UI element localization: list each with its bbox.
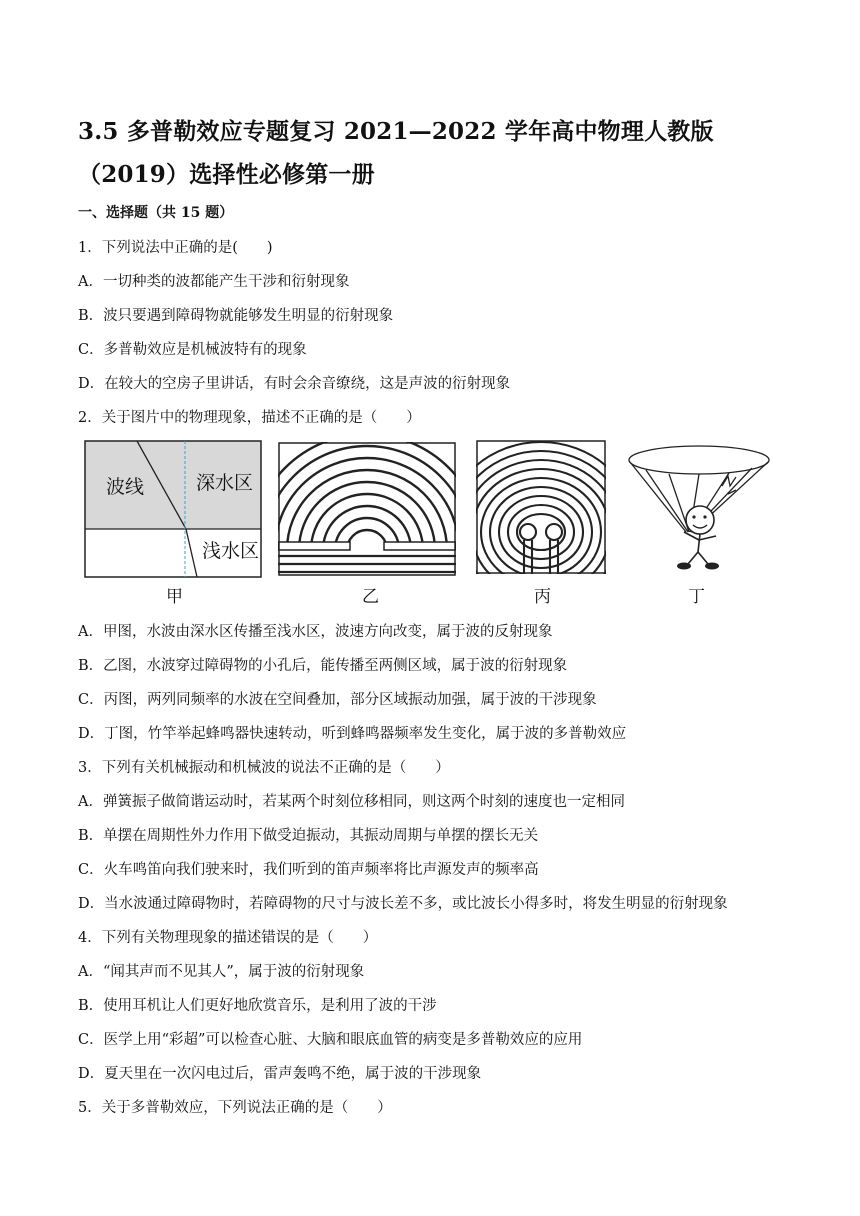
caption-bing: 丙 xyxy=(534,587,551,607)
question-3-option-b: B．单摆在周期性外力作用下做受迫振动，其振动周期与单摆的摆长无关 xyxy=(78,828,539,844)
document-title: 3.5 多普勒效应专题复习 2021—2022 学年高中物理人教版（2019）选择性必修第一册 xyxy=(78,118,714,188)
question-2-option-d: D．丁图，竹竿举起蜂鸣器快速转动，听到蜂鸣器频率发生变化，属于波的多普勒效应 xyxy=(78,726,627,742)
deep-water-label: 深水区 xyxy=(196,472,254,494)
panel-ding-doppler xyxy=(624,436,774,576)
question-4-option-b: B．使用耳机让人们更好地欣赏音乐，是利用了波的干涉 xyxy=(78,998,437,1014)
question-3-stem: 3．下列有关机械振动和机械波的说法不正确的是（ ） xyxy=(78,760,450,776)
section-heading: 一、选择题（共 15 题） xyxy=(78,205,234,221)
question-2-stem: 2．关于图片中的物理现象，描述不正确的是（ ） xyxy=(78,410,421,426)
question-4-option-d: D．夏天里在一次闪电过后，雷声轰鸣不绝，属于波的干涉现象 xyxy=(78,1066,482,1082)
question-5-stem: 5．关于多普勒效应，下列说法正确的是（ ） xyxy=(78,1100,392,1116)
question-1-stem: 1．下列说法中正确的是( ) xyxy=(78,240,273,256)
panel-bing-interference xyxy=(476,440,606,574)
caption-jia: 甲 xyxy=(166,587,183,607)
question-4-option-a: A．“闻其声而不见其人”，属于波的衍射现象 xyxy=(78,964,365,980)
question-2-option-b: B．乙图，水波穿过障碍物的小孔后，能传播至两侧区域，属于波的衍射现象 xyxy=(78,658,568,674)
question-2-figure xyxy=(78,432,778,608)
question-1-option-c: C．多普勒效应是机械波特有的现象 xyxy=(78,342,307,358)
shallow-water-label: 浅水区 xyxy=(202,540,260,562)
question-1-option-b: B．波只要遇到障碍物就能够发生明显的衍射现象 xyxy=(78,308,394,324)
question-4-option-c: C．医学上用“彩超”可以检查心脏、大脑和眼底血管的病变是多普勒效应的应用 xyxy=(78,1032,583,1048)
question-2-option-a: A．甲图，水波由深水区传播至浅水区，波速方向改变，属于波的反射现象 xyxy=(78,624,553,640)
question-2-option-c: C．丙图，两列同频率的水波在空间叠加，部分区域振动加强，属于波的干涉现象 xyxy=(78,692,597,708)
question-3-option-d: D．当水波通过障碍物时，若障碍物的尺寸与波长差不多，或比波长小得多时，将发生明显的衍射现象 xyxy=(78,896,728,912)
panel-yi-diffraction xyxy=(278,442,456,576)
wave-line-label: 波线 xyxy=(106,476,145,498)
question-4-stem: 4．下列有关物理现象的描述错误的是（ ） xyxy=(78,930,378,946)
question-1-option-a: A．一切种类的波都能产生干涉和衍射现象 xyxy=(78,274,350,290)
caption-ding: 丁 xyxy=(688,587,705,607)
question-1-option-d: D．在较大的空房子里讲话，有时会余音缭绕，这是声波的衍射现象 xyxy=(78,376,511,392)
caption-yi: 乙 xyxy=(362,587,379,607)
question-3-option-a: A．弹簧振子做简谐运动时，若某两个时刻位移相同，则这两个时刻的速度也一定相同 xyxy=(78,794,625,810)
question-3-option-c: C．火车鸣笛向我们驶来时，我们听到的笛声频率将比声源发声的频率高 xyxy=(78,862,539,878)
